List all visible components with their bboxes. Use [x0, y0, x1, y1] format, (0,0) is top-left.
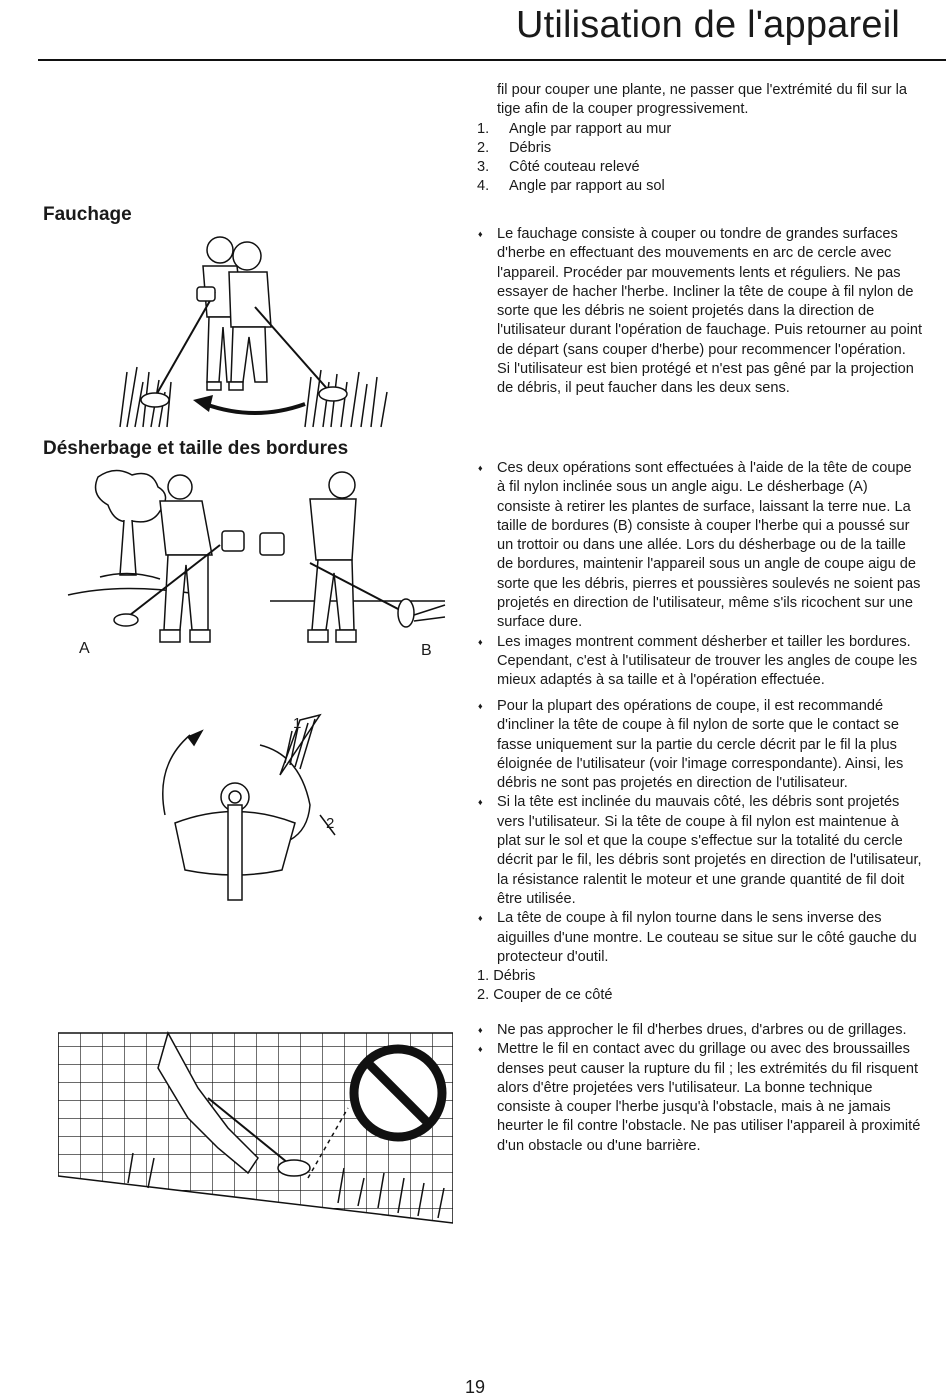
- bullet-item: ♦ Mettre le fil en contact avec du grillage ou avec des broussailles denses peut causer la rupture du fil ; les extrémités du fil risquent alors d'être projetées vers l'utilisateur. La bonne technique consiste à couper l'herbe jusqu'à l'obstacle, mais à ne jamais heurter le fil contre l'obstacle. Ne pas utiliser l'appareil à proximité d'un obstacle ou d'une barrière.: [477, 1040, 922, 1156]
- section-heading-desherbage: Désherbage et taille des bordures: [43, 438, 349, 459]
- list-item: 2. Débris: [477, 139, 552, 156]
- bullet-item: ♦ Les images montrent comment désherber et tailler les bordures. Cependant, c'est à l'utilisateur de trouver les angles de coupe les mieux adaptés à sa taille et à l'opération effectuée.: [477, 633, 922, 691]
- fauchage-text: [477, 225, 922, 399]
- intro-section: [477, 81, 922, 197]
- figure-label-b: B: [421, 642, 432, 659]
- cutting-angle-illustration: [150, 705, 350, 905]
- bullet-item: ♦ Le fauchage consiste à couper ou tondre de grandes surfaces d'herbe en effectuant des mouvements en arc de cercle avec l'appareil. Procéder par mouvements lents et réguliers. Ne pas essayer de hacher l'herbe. Incliner la tête de coupe à fil nylon de sorte que les débris ne soient projetés dans la direction de l'utilisateur durant l'opération de fauchage. Puis retourner au point de départ (sans couper d'herbe) pour recommencer l'opération. Si l'utilisateur est bien protégé et n'est pas gêné par la projection de débris, il peut faucher dans les deux sens.: [477, 225, 922, 399]
- bullet-item: ♦ Ne pas approcher le fil d'herbes drues, d'arbres ou de grillages.: [477, 1021, 922, 1040]
- legend-item: 1. Débris: [477, 968, 536, 985]
- intro-continuation: fil pour couper une plante, ne passer que l'extrémité du fil sur la tige afin de la couper progressivement.: [497, 82, 908, 118]
- page-title: Utilisation de l'appareil: [515, 4, 900, 46]
- list-item: 3. Côté couteau relevé: [477, 159, 640, 176]
- page-number: 19: [464, 1377, 486, 1397]
- list-item: 4. Angle par rapport au sol: [477, 178, 665, 195]
- figure-label-a: A: [79, 640, 90, 657]
- mowing-illustration: [115, 232, 395, 432]
- bullet-item: ♦ Pour la plupart des opérations de coupe, il est recommandé d'incliner la tête de coupe à fil nylon de sorte que le contact se fasse uniquement sur la partie du cercle décrit par le fil la plus éloignée de l'utilisateur (voir l'image correspondante). Ainsi, les débris ne sont pas projetés en direction de l'utilisateur.: [477, 697, 922, 793]
- legend-item: 2. Couper de ce côté: [477, 987, 613, 1004]
- list-item: 1. Angle par rapport au mur: [477, 120, 672, 137]
- section-heading-fauchage: Fauchage: [43, 204, 132, 225]
- intro-list: [477, 120, 922, 197]
- figure-label-1: 1: [293, 715, 302, 732]
- fence-warning-illustration: [58, 1028, 453, 1228]
- bullet-item: ♦ Si la tête est inclinée du mauvais côté, les débris sont projetés vers l'utilisateur. Si la tête de coupe à fil nylon est maintenue à plat sur le sol et que la coupe s'effectue sur la totalité du cercle décrit par le fil, les débris sont projetés en direction de l'utilisateur, la résistance ralentit le moteur et une grande quantité de fil doit être utilisée.: [477, 793, 922, 909]
- bullet-item: ♦ Ces deux opérations sont effectuées à l'aide de la tête de coupe à fil nylon inclinée sous un angle aigu. Le désherbage (A) consiste à retirer les plantes de surface, laissant la terre nue. La taille de bordures (B) consiste à couper l'herbe qui a poussé sur un trottoir ou dans une allée. Lors du désherbage ou de la taille de bordures, maintenir l'appareil sous un angle de coupe aigu de sorte que les débris, pierres et poussières soulevés ne soient pas projetés en direction de l'utilisateur, même s'ils ricochent sur une surface dure.: [477, 459, 922, 633]
- desherbage-text: [477, 459, 922, 691]
- angle-text: [477, 697, 922, 1006]
- bullet-item: ♦ La tête de coupe à fil nylon tourne dans le sens inverse des aiguilles d'une montre. Le couteau se situe sur le côté gauche du protecteur d'outil.: [477, 909, 922, 967]
- trimming-illustration: [60, 465, 450, 665]
- title-rule: [38, 59, 946, 61]
- obstacle-text: [477, 1021, 922, 1156]
- figure-label-2: 2: [326, 815, 335, 832]
